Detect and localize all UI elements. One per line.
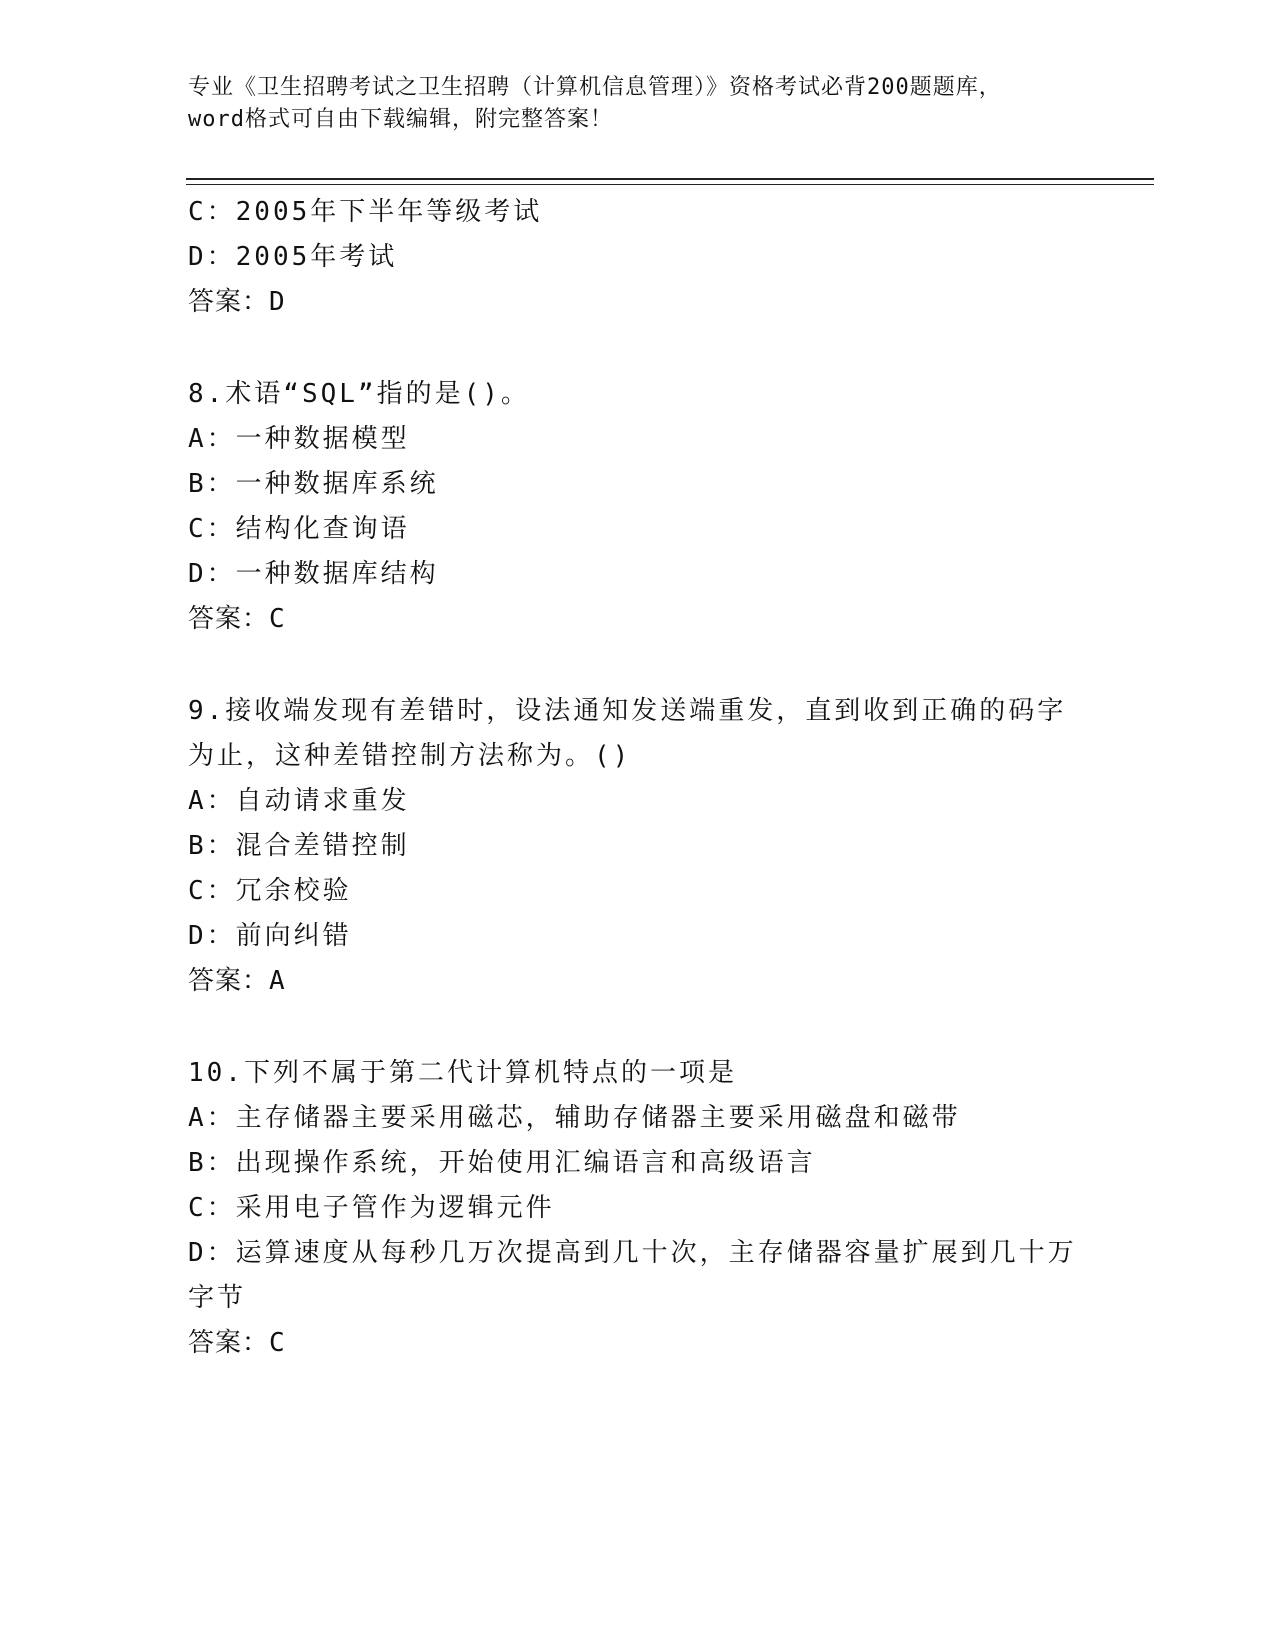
header-divider-thin bbox=[186, 184, 1154, 185]
option-d: D：前向纠错 bbox=[188, 921, 352, 951]
option-d: D：2005年考试 bbox=[188, 242, 398, 272]
spacer bbox=[188, 325, 1088, 372]
header-divider-thick bbox=[186, 178, 1154, 180]
answer-line: 答案：D bbox=[188, 287, 286, 317]
question-stem: 10.下列不属于第二代计算机特点的一项是 bbox=[188, 1058, 737, 1088]
spacer bbox=[188, 1004, 1088, 1051]
header-title-line-2: word格式可自由下载编辑，附完整答案！ bbox=[188, 107, 613, 132]
question-list bbox=[188, 190, 1088, 1366]
question-8 bbox=[188, 372, 1088, 642]
spacer bbox=[188, 642, 1088, 689]
option-b: B：出现操作系统，开始使用汇编语言和高级语言 bbox=[188, 1148, 816, 1178]
header-title-line-1: 专业《卫生招聘考试之卫生招聘（计算机信息管理）》资格考试必背200题题库， bbox=[188, 75, 1002, 100]
question-stem-line-1: 9.接收端发现有差错时，设法通知发送端重发，直到收到正确的码字 bbox=[188, 696, 1067, 726]
answer-line: 答案：A bbox=[188, 966, 286, 996]
question-9 bbox=[188, 689, 1088, 1004]
option-b: B：混合差错控制 bbox=[188, 831, 410, 861]
option-c: C：采用电子管作为逻辑元件 bbox=[188, 1193, 555, 1223]
option-c: C：2005年下半年等级考试 bbox=[188, 197, 543, 227]
option-d-line-1: D：运算速度从每秒几万次提高到几十次，主存储器容量扩展到几十万 bbox=[188, 1238, 1077, 1268]
question-stem-line-2: 为止，这种差错控制方法称为。() bbox=[188, 741, 632, 771]
option-d-line-2: 字节 bbox=[188, 1283, 247, 1313]
option-a: A：主存储器主要采用磁芯，辅助存储器主要采用磁盘和磁带 bbox=[188, 1103, 961, 1133]
document-header bbox=[188, 72, 1088, 136]
question-7-tail bbox=[188, 190, 1088, 325]
answer-line: 答案：C bbox=[188, 1328, 286, 1358]
question-stem: 8.术语“SQL”指的是()。 bbox=[188, 379, 530, 409]
option-d: D：一种数据库结构 bbox=[188, 559, 439, 589]
option-c: C：结构化查询语 bbox=[188, 514, 410, 544]
question-10 bbox=[188, 1051, 1088, 1366]
answer-line: 答案：C bbox=[188, 604, 286, 634]
option-c: C：冗余校验 bbox=[188, 876, 352, 906]
option-b: B：一种数据库系统 bbox=[188, 469, 439, 499]
option-a: A：自动请求重发 bbox=[188, 786, 410, 816]
option-a: A：一种数据模型 bbox=[188, 424, 410, 454]
